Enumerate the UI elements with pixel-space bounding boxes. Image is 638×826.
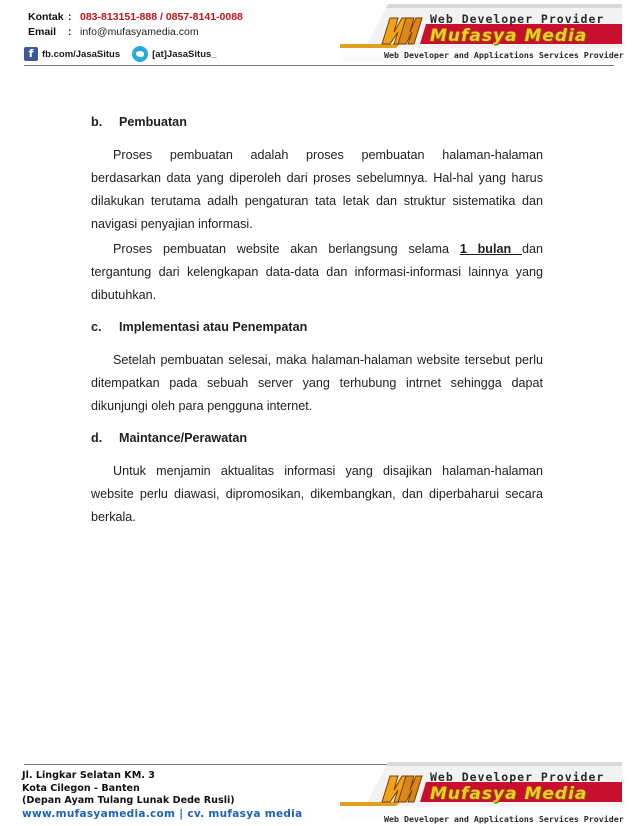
paragraph: Proses pembuatan adalah proses pembuatan halaman-halaman berdasarkan data yang diperoleh dari proses sebelumnya. Hal-hal yang harus dilakukan terutama adalh pengaturan tata letak dan struktur sistematika dan navigasi penyajian informasi.: [91, 148, 543, 231]
brand-tagline: Web Developer Provider: [430, 770, 605, 784]
colon: :: [68, 11, 72, 23]
brand-subtitle: Web Developer and Applications Services Provider: [384, 814, 624, 824]
brand-name: Mufasya Media: [430, 26, 588, 46]
mufasya-logo-icon: [380, 12, 424, 46]
document-body: [91, 112, 543, 531]
twitter-icon: [132, 46, 148, 62]
address-line: Jl. Lingkar Selatan KM. 3: [22, 770, 155, 781]
brand-subtitle: Web Developer and Applications Services Provider: [384, 50, 624, 60]
section-title: Pembuatan: [119, 115, 187, 129]
contact-label: Kontak: [28, 11, 64, 23]
mufasya-logo-icon: [380, 770, 424, 804]
page-footer: [0, 758, 638, 826]
page-header: [0, 0, 638, 68]
section-title: Implementasi atau Penempatan: [119, 320, 308, 334]
section-title: Maintance/Perawatan: [119, 431, 248, 445]
contact-email: info@mufasyamedia.com: [80, 26, 199, 38]
social-links: [24, 46, 217, 62]
address-block: [22, 770, 302, 820]
website-link[interactable]: www.mufasyamedia.com | cv. mufasya media: [22, 807, 303, 820]
section-letter: c.: [91, 320, 102, 334]
paragraph: [91, 238, 543, 307]
brand-banner: [340, 4, 622, 62]
facebook-link[interactable]: fb.com/JasaSitus: [42, 48, 121, 60]
text-run: dan tergantung dari kelengkapan data-data dan informasi-informasi lainnya yang dibutuhkan.: [91, 242, 543, 302]
footer-brand-banner: [340, 762, 622, 824]
section-heading-c: [91, 317, 543, 337]
address-line: (Depan Ayam Tulang Lunak Dede Rusli): [22, 795, 235, 806]
colon: :: [68, 26, 72, 38]
contact-block: [28, 10, 243, 40]
text-run: Proses pembuatan website akan berlangsung selama: [113, 242, 460, 256]
paragraph: Untuk menjamin aktualitas informasi yang disajikan halaman-halaman website perlu diawasi, dipromosikan, dikembangkan, dan diperbaharui secara berkala.: [91, 464, 543, 524]
contact-phone: 083-813151-888 / 0857-8141-0088: [80, 11, 243, 23]
email-label: Email: [28, 26, 57, 38]
twitter-link[interactable]: [at]JasaSitus_: [152, 48, 217, 60]
facebook-icon: f: [24, 47, 38, 61]
section-heading-d: [91, 428, 543, 448]
duration-highlight: 1 bulan: [459, 242, 522, 256]
section-letter: d.: [91, 431, 103, 445]
brand-tagline: Web Developer Provider: [430, 12, 605, 26]
header-divider: [24, 65, 614, 66]
brand-name: Mufasya Media: [430, 784, 588, 804]
paragraph: Setelah pembuatan selesai, maka halaman-halaman website tersebut perlu ditempatkan pada sebuah server yang terhubung intrnet sehingga dapat dikunjungi oleh para pengguna internet.: [91, 353, 543, 413]
address-line: Kota Cilegon - Banten: [22, 782, 140, 794]
section-heading-b: [91, 112, 543, 132]
section-letter: b.: [91, 115, 103, 129]
